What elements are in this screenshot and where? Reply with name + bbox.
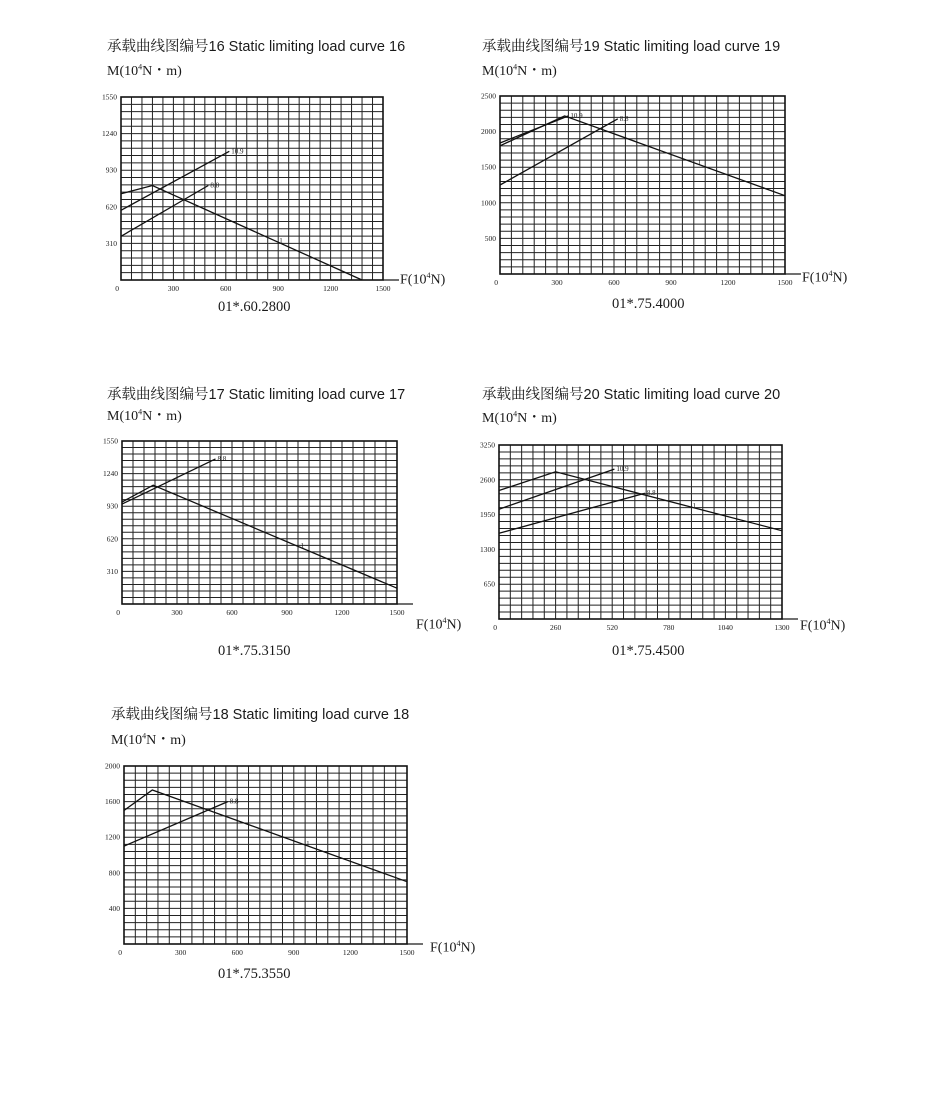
plot-frame [499,445,782,619]
x-tick-label: 0 [115,284,119,293]
y-tick-label: 930 [106,501,118,511]
model-number: 01*.75.4000 [612,296,685,312]
y-tick-label: 1600 [105,797,120,807]
chart-title: 承载曲线图编号19 Static limiting load curve 19 [482,39,781,55]
series-line-1 [124,790,407,882]
x-tick-label: 1200 [720,278,736,287]
y-axis-label: $M(10^4N$・m) [111,731,186,748]
x-tick-label: 600 [608,278,620,287]
x-axis-label: $F(10^4N)$ [430,939,476,956]
series-label: 10.9 [570,111,583,120]
model-number: 01*.75.4500 [612,643,685,659]
series-label: 8.8 [229,797,239,806]
plot-frame [122,441,397,604]
chart-title: 承载曲线图编号16 Static limiting load curve 16 [107,39,406,55]
y-tick-label: 1200 [105,832,120,842]
y-tick-label: 1300 [480,544,495,554]
series-line-8-8 [499,493,645,533]
x-tick-label: 1500 [777,278,793,287]
series-label: 8.8 [210,181,220,190]
series-label: 1 [697,158,702,167]
x-tick-label: 900 [272,284,284,293]
x-tick-label: 900 [281,608,293,617]
model-number: 01*.75.3550 [218,966,291,982]
y-tick-label: 500 [484,233,496,243]
series-line-10-9 [499,469,614,509]
plot-frame [124,766,407,944]
x-tick-label: 260 [549,623,562,632]
y-tick-label: 650 [483,579,495,589]
series-line-1 [500,116,785,196]
series-label: 1 [692,502,696,511]
x-tick-label: 600 [231,948,243,957]
x-tick-label: 520 [606,623,618,632]
chart-title: 承载曲线图编号17 Static limiting load curve 17 [107,387,406,403]
series-label: 1 [306,840,310,849]
chart-18 [85,758,465,968]
x-tick-label: 1200 [334,608,350,617]
x-tick-label: 1200 [342,948,358,957]
x-tick-label: 600 [220,284,232,293]
y-tick-label: 1550 [102,92,117,102]
y-tick-label: 1240 [102,129,117,139]
x-tick-label: 900 [665,278,677,287]
x-tick-label: 0 [116,608,120,617]
chart-16 [80,90,460,300]
y-tick-label: 620 [106,534,118,544]
series-line-8-8 [500,119,618,185]
chart-title: 承载曲线图编号18 Static limiting load curve 18 [111,707,410,723]
chart-19 [460,88,840,298]
grid [499,445,782,619]
y-tick-label: 800 [108,868,120,878]
model-number: 01*.60.2800 [218,299,291,315]
x-tick-label: 0 [493,623,497,632]
y-tick-label: 2600 [480,475,495,485]
plot-frame [500,96,785,274]
x-axis-label: $F(10^4N)$ [802,269,848,286]
y-tick-label: 1950 [480,510,495,520]
x-tick-label: 1300 [774,623,790,632]
y-tick-label: 1500 [481,162,496,172]
y-axis-label: $M(10^4N$・m) [482,409,557,426]
x-tick-label: 0 [118,948,122,957]
y-tick-label: 1000 [481,198,496,208]
grid [122,441,397,604]
x-tick-label: 1040 [717,623,733,632]
x-tick-label: 1500 [389,608,405,617]
x-tick-label: 1200 [323,284,339,293]
y-axis-label: $M(10^4N$・m) [107,62,182,79]
x-tick-label: 900 [288,948,300,957]
x-tick-label: 0 [494,278,498,287]
grid [500,96,785,274]
x-tick-label: 1500 [375,284,391,293]
series-line-8-8 [122,459,216,504]
chart-title: 承载曲线图编号20 Static limiting load curve 20 [482,387,781,403]
y-tick-label: 1550 [103,436,118,446]
y-tick-label: 400 [108,903,120,913]
chart-20 [460,435,840,645]
y-tick-label: 2000 [481,127,496,137]
series-label: 1 [300,542,304,551]
x-tick-label: 300 [174,948,187,957]
x-tick-label: 300 [171,608,183,617]
y-axis-label: $M(10^4N$・m) [482,62,557,79]
x-tick-label: 780 [663,623,675,632]
x-tick-label: 300 [551,278,563,287]
series-label: 10.9 [231,147,244,156]
y-tick-label: 1240 [103,469,118,479]
x-tick-label: 600 [226,608,238,617]
y-tick-label: 2000 [105,761,120,771]
x-axis-label: $F(10^4N)$ [800,617,846,634]
x-tick-label: 1500 [399,948,415,957]
y-tick-label: 2500 [481,91,496,101]
x-tick-label: 300 [167,284,180,293]
y-tick-label: 930 [105,165,117,175]
series-label: 8.8 [646,489,656,498]
y-tick-label: 3250 [480,440,495,450]
y-tick-label: 620 [105,202,117,212]
y-axis-label: $M(10^4N$・m) [107,407,182,424]
chart-17 [80,432,460,642]
series-label: 10.9 [616,465,629,474]
series-line-1 [122,485,397,588]
series-label: 8.8 [619,114,629,123]
y-tick-label: 310 [106,566,118,576]
grid [124,766,407,944]
x-axis-label: $F(10^4N)$ [416,616,462,633]
x-axis-label: $F(10^4N)$ [400,271,446,288]
y-tick-label: 310 [105,238,117,248]
series-label: 8.8 [217,454,227,463]
series-label: 1 [279,237,283,246]
model-number: 01*.75.3150 [218,643,291,659]
